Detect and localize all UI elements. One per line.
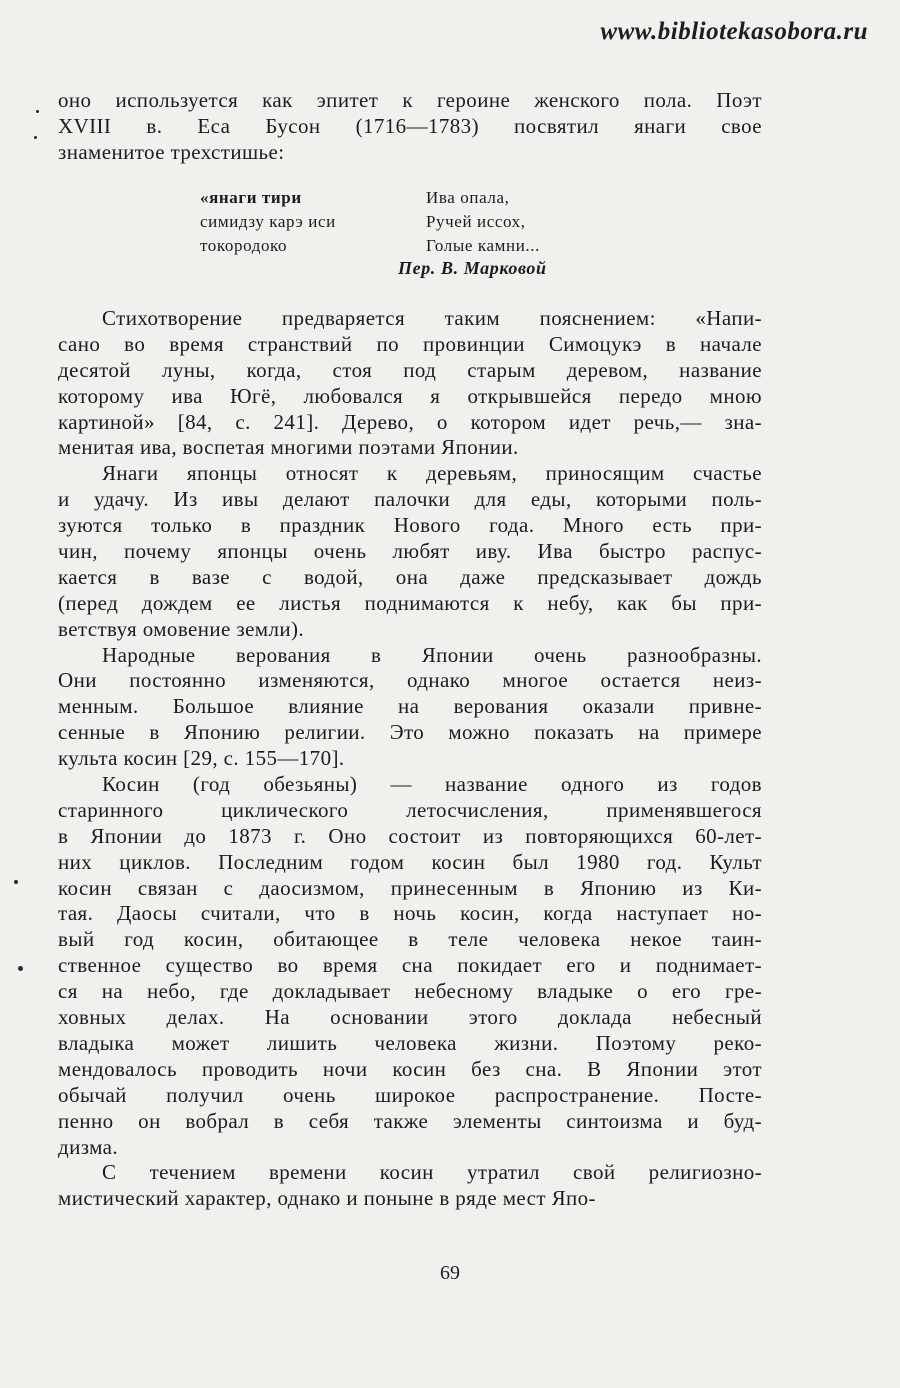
text-line: десятой луны, когда, стоя под старым деревом, название (58, 357, 762, 382)
text-line: обычай получил очень широкое распространение. Посте- (58, 1082, 762, 1107)
text-line: ветствуя омовение земли). (58, 616, 305, 641)
haiku-japanese: токородоко (200, 236, 288, 255)
text-line: сано во время странствий по провинции Симоцукэ в начале (58, 331, 762, 356)
text-line: знаменитое трехстишье: (58, 139, 285, 164)
text-line: дизма. (58, 1134, 119, 1159)
text-line: Они постоянно изменяются, однако многое остается неиз- (58, 668, 762, 693)
body-text (58, 306, 762, 1212)
paragraph (58, 461, 762, 642)
text-line: Косин (год обезьяны) — название одного из годов (102, 772, 762, 797)
text-line: оно используется как эпитет к героине женского пола. Поэт (58, 88, 762, 112)
text-line: в Японии до 1873 г. Оно состоит из повторяющихся 60-лет- (58, 823, 762, 848)
text-line: XVIII в. Еса Бусон (1716—1783) посвятил янаги свое (58, 113, 762, 138)
watermark[interactable]: www.bibliotekasobora.ru (600, 18, 868, 45)
text-line: ся на небо, где докладывает небесному владыке о его гре- (58, 979, 762, 1004)
lead-text (58, 88, 762, 166)
haiku-line (200, 234, 540, 258)
text-line: культа косин [29, с. 155—170]. (58, 746, 345, 771)
text-line: сенные в Японию религии. Это можно показать на примере (58, 720, 762, 745)
haiku-russian: Ива опала, (426, 188, 510, 207)
page-number: 69 (440, 1262, 460, 1284)
paragraph (58, 772, 762, 1160)
scan-speck (18, 966, 23, 971)
haiku-line (200, 210, 540, 234)
text-line: ственное существо во время сна покидает его и поднимает- (58, 953, 762, 978)
paragraph (58, 306, 762, 461)
text-line: зуются только в праздник Нового года. Много есть при- (58, 513, 762, 538)
text-line: косин связан с даосизмом, принесенным в Японию из Ки- (58, 875, 762, 900)
text-line: Народные верования в Японии очень разнообразны. (102, 642, 762, 667)
scan-speck (34, 136, 37, 139)
text-line: вый год косин, обитающее в теле человека некое таин- (58, 927, 762, 952)
paragraph (58, 1160, 762, 1212)
text-line: старинного циклического летосчисления, применявшегося (58, 797, 762, 822)
text-line: них циклов. Последним годом косин был 1980 год. Культ (58, 849, 762, 874)
text-line: ховных делах. На основании этого доклада небесный (58, 1005, 762, 1030)
haiku-japanese: «янаги тири (200, 188, 302, 207)
text-line: Янаги японцы относят к деревьям, приносящим счастье (102, 461, 762, 486)
text-line: чин, почему японцы очень любят иву. Ива быстро распус- (58, 539, 762, 564)
text-line: (перед дождем ее листья поднимаются к небу, как бы при- (58, 590, 762, 615)
haiku-japanese: симидзу карэ иси (200, 212, 336, 231)
text-line: владыка может лишить человека жизни. Поэтому реко- (58, 1030, 762, 1055)
text-line: тая. Даосы считали, что в ночь косин, когда наступает но- (58, 901, 762, 926)
text-line: менитая ива, воспетая многими поэтами Японии. (58, 435, 519, 460)
paragraph (58, 643, 762, 772)
text-line: и удачу. Из ивы делают палочки для еды, которыми поль- (58, 487, 762, 512)
haiku-russian: Голые камни... (426, 236, 540, 255)
text-line: мендовалось проводить ночи косин без сна. В Японии этот (58, 1056, 762, 1081)
translator-credit: Пер. В. Марковой (398, 258, 547, 278)
haiku (200, 186, 540, 258)
text-line: С течением времени косин утратил свой религиозно- (102, 1160, 762, 1185)
haiku-russian: Ручей иссох, (426, 212, 526, 231)
text-line: которому ива Югё, любовался я открывшейся передо мною (58, 383, 762, 408)
text-line: мистический характер, однако и поныне в ряде мест Япо- (58, 1186, 596, 1211)
text-line: кается в вазе с водой, она даже предсказывает дождь (58, 564, 762, 589)
scan-speck (36, 110, 39, 113)
text-line: пенно он вобрал в себя также элементы синтоизма и буд- (58, 1108, 762, 1133)
scan-speck (14, 880, 18, 884)
text-line: менным. Большое влияние на верования оказали привне- (58, 694, 762, 719)
haiku-line (200, 186, 540, 210)
text-line: Стихотворение предваряется таким пояснением: «Напи- (102, 306, 762, 330)
text-line: картиной» [84, с. 241]. Дерево, о котором идет речь,— зна- (58, 409, 762, 434)
